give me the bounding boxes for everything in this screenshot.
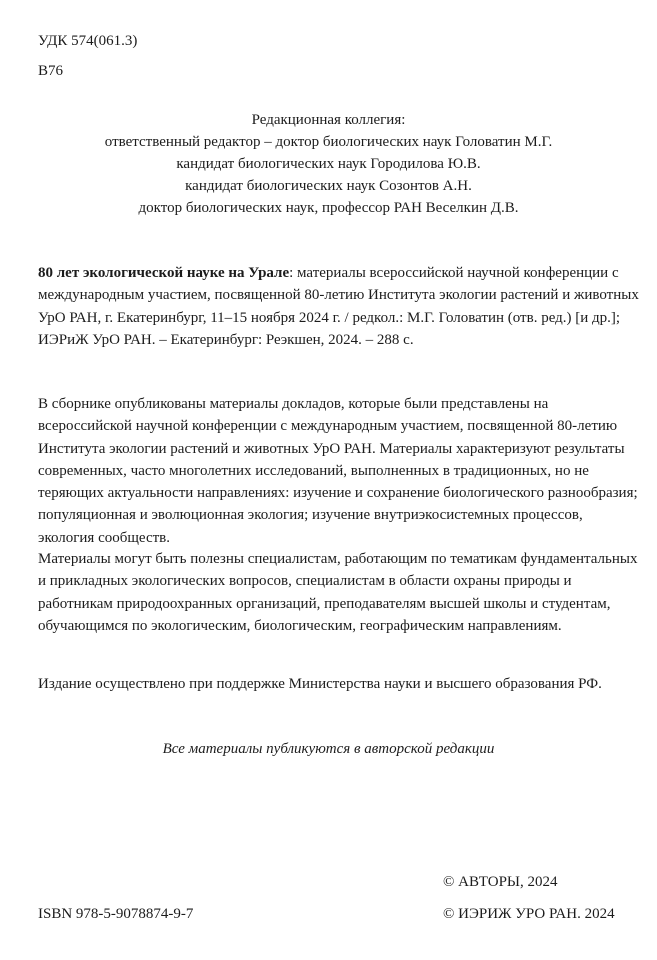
edition-note: Все материалы публикуются в авторской редакции [162, 741, 495, 757]
abstract-line: экология сообществ. [38, 529, 170, 546]
copyright-authors: © АВТОРЫ, 2024 [443, 874, 558, 890]
abstract-line: теряющих актуальности направлениях: изучение и сохранение биологического разнообразия; [38, 485, 638, 502]
editorial-board-member: ответственный редактор – доктор биологических наук Головатин М.Г. [104, 133, 553, 150]
audience-paragraph [38, 548, 637, 638]
abstract-line: В сборнике опубликованы материалы докладов, которые были представлены на [38, 396, 549, 412]
abstract-line: современных, часто многолетних исследований, выполненных в традиционных, но не [38, 462, 589, 479]
audience-line: и прикладных экологических вопросов, специалистам в области охраны природы и [38, 573, 572, 590]
bibliographic-line: ИЭРиЖ УрО РАН. – Екатеринбург: Реэкшен, 2024. – 288 с. [38, 331, 414, 348]
abstract-line: всероссийской научной конференции с международным участием, посвященной 80-летию [38, 418, 618, 435]
abstract-line: популяционная и эволюционная экология; изучение внутриэкосистемных процессов, [38, 507, 583, 524]
audience-line: обучающимся по экологическим, биологическим, географическим направлениям. [38, 618, 562, 635]
audience-line: работникам природоохранных организаций, преподавателям высшей школы и студентам, [38, 595, 611, 612]
audience-line: Материалы могут быть полезны специалистам, работающим по тематикам фундаментальных [38, 551, 638, 567]
bibliographic-line [38, 262, 637, 284]
isbn-number: ISBN 978-5-9078874-9-7 [38, 906, 194, 922]
bibliographic-line-rest: : материалы всероссийской научной конференции с [289, 265, 619, 281]
bibliographic-line: международным участием, посвященной 80-летию Института экологии растений и животных [38, 287, 639, 304]
abstract-line: Института экологии растений и животных УрО РАН. Материалы характеризуют результаты [38, 440, 625, 457]
book-title: 80 лет экологической науке на Урале [38, 265, 290, 281]
author-mark: В76 [38, 63, 64, 79]
copyright-institute: © ИЭРИЖ УРО РАН. 2024 [443, 906, 615, 922]
editorial-board-heading: Редакционная коллегия: [251, 112, 406, 128]
editorial-board [0, 110, 657, 220]
funding-note: Издание осуществлено при поддержке Министерства науки и высшего образования РФ. [38, 676, 602, 692]
bibliographic-record [38, 262, 637, 351]
editorial-board-member: кандидат биологических наук Созонтов А.Н. [185, 177, 472, 194]
editorial-board-member: доктор биологических наук, профессор РАН Веселкин Д.В. [138, 199, 519, 216]
editorial-board-member: кандидат биологических наук Городилова Ю.В. [176, 155, 481, 172]
udk-number: УДК 574(061.3) [38, 33, 138, 49]
abstract-paragraph [38, 393, 637, 549]
bibliographic-line: УрО РАН, г. Екатеринбург, 11–15 ноября 2024 г. / редкол.: М.Г. Головатин (отв. ред.) [и др.]; [38, 309, 621, 326]
